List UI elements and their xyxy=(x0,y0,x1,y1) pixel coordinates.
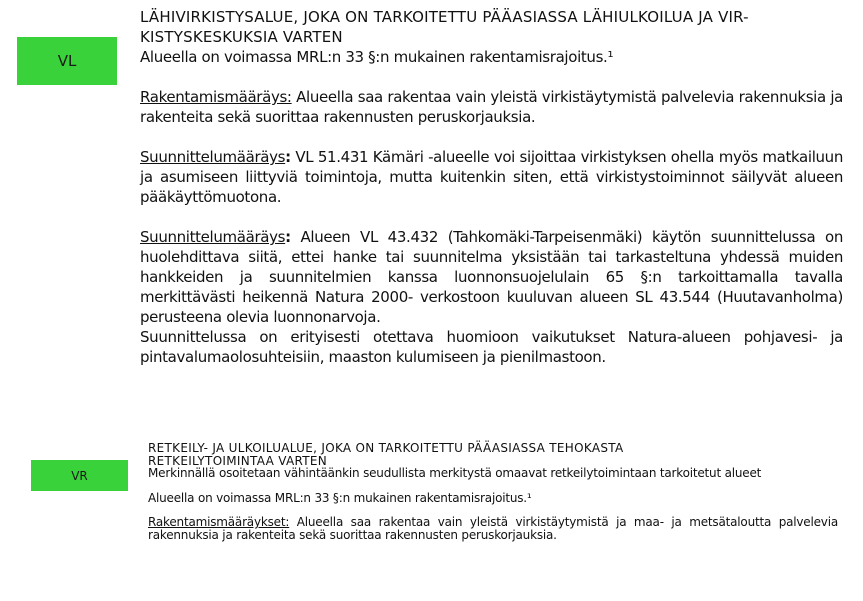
vl-title xyxy=(140,7,843,47)
vr-section xyxy=(148,442,838,553)
vl-planning1-label: Suunnittelumääräys xyxy=(140,148,286,166)
vl-planning2-label: Suunnittelumääräys xyxy=(140,228,286,246)
vl-title-line-1: LÄHIVIRKISTYSALUE, JOKA ON TARKOITETTU PÄÄASIASSA LÄHIULKOILUA JA VIR- xyxy=(140,8,749,26)
vl-badge-label: VL xyxy=(57,52,77,70)
vl-planning-note: Suunnittelussa on erityisesti otettava huomioon vaikutukset Natura-alueen pohjavesi- ja pintavalumaolosuhteisiin, maaston kulumiseen ja pienilmastoon. xyxy=(140,328,843,366)
vr-zone-badge xyxy=(31,460,128,491)
vr-restriction: Alueella on voimassa MRL:n 33 §:n mukainen rakentamisrajoitus.¹ xyxy=(148,490,532,505)
vl-zone-badge xyxy=(17,37,117,85)
vr-badge-label: VR xyxy=(71,468,88,483)
vl-title-line-2: KISTYSKESKUKSIA VARTEN xyxy=(140,28,343,46)
vl-section xyxy=(140,7,843,387)
vl-building-regulation xyxy=(140,87,843,127)
vl-planning1-colon: : xyxy=(285,148,291,166)
vl-restriction: Alueella on voimassa MRL:n 33 §:n mukainen rakentamisrajoitus.¹ xyxy=(140,48,614,66)
vl-planning-regulation-1 xyxy=(140,147,843,207)
vr-title-line-2: RETKEILYTOIMINTAA VARTEN xyxy=(148,453,328,468)
vl-planning-regulation-2 xyxy=(140,227,843,327)
vl-building-text: Alueella saa rakentaa vain yleistä virkistäytymistä palvelevia rakennuksia ja rakenteita sekä suorittaa rakennusten peruskorjauksia. xyxy=(140,88,843,126)
vr-building-text: Alueella saa rakentaa vain yleistä virkistäytymistä ja maa- ja metsätaloutta palvelevia rakennuksia ja rakenteita sekä suorittaa rakennusten peruskorjauksia. xyxy=(148,515,838,542)
vl-planning1-text: VL 51.431 Kämäri -alueelle voi sijoittaa virkistyksen ohella myös matkailuun ja asumiseen liittyviä toimintoja, mutta kuitenkin siten, että virkistystoiminnot säilyvät alueen pääkäyttömuotona. xyxy=(140,148,843,206)
vr-building-label: Rakentamismääräykset: xyxy=(148,515,290,529)
vr-building-regulation xyxy=(148,516,838,541)
vl-planning2-colon: : xyxy=(285,228,291,246)
vl-building-label: Rakentamismääräys: xyxy=(140,88,292,106)
vr-title-line-1: RETKEILY- JA ULKOILUALUE, JOKA ON TARKOITETTU PÄÄASIASSA TEHOKASTA xyxy=(148,441,624,455)
vl-planning2-text: Alueen VL 43.432 (Tahkomäki-Tarpeisenmäki) käytön suunnittelussa on huolehdittava siitä, ettei hanke tai suunnitelma yksistään tai tarkasteltuna yhdessä muiden hankkeiden ja suunnitelmien kanssa luonnonsuojelulain 65 §:n tarkoittamalla tavalla merkittävästi heikennä Natura 2000- verkostoon kuuluvan alueen SL 43.544 (Huutavanholma) perusteena olevia luonnonarvoja. xyxy=(140,228,843,326)
vr-title xyxy=(148,442,838,467)
vr-marking-description: Merkinnällä osoitetaan vähintäänkin seudullista merkitystä omaavat retkeilytoimintaan tarkoitetut alueet xyxy=(148,466,762,480)
